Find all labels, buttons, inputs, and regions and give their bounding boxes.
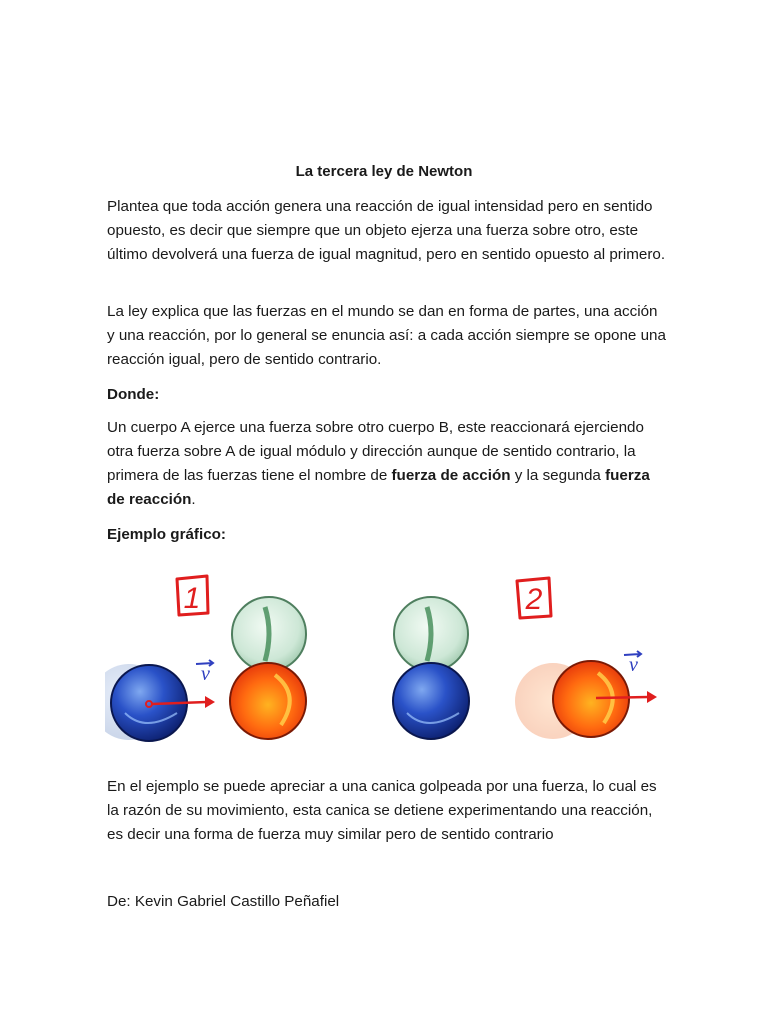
paragraph-bodies-text-1: Un cuerpo A ejerce una fuerza sobre otro cuerpo B, este reaccionará ejerciendo otra fuerza sobre A de igual módulo y dirección aunque de sentido contrario, la primera de las fuerzas tiene el nombre de bbox=[107, 419, 644, 484]
paragraph-bodies-text-3: . bbox=[191, 491, 196, 508]
label-2: 2 bbox=[525, 583, 543, 616]
velocity-label-1: v bbox=[201, 663, 210, 685]
label-1-box bbox=[177, 576, 208, 615]
document-title: La tercera ley de Newton bbox=[295, 163, 473, 180]
heading-donde: Donde: bbox=[107, 386, 160, 403]
paragraph-definition: Plantea que toda acción genera una reacción de igual intensidad pero en sentido opuesto, es decir que siempre que un objeto ejerza una fuerza sobre otro, este último devolverá una fuerza de igual magnitud, pero en sentido opuesto al primero. bbox=[107, 198, 666, 263]
paragraph-bodies-text-2: y la segunda bbox=[510, 467, 606, 484]
blue-marble-2 bbox=[393, 663, 469, 739]
term-action-force: fuerza de acción bbox=[391, 467, 511, 484]
paragraph-example: En el ejemplo se puede apreciar a una canica golpeada por una fuerza, lo cual es la razón de su movimiento, esta canica se detiene experimentando una reacción, es decir una forma de fuerza muy similar pero de sentido contrario bbox=[107, 778, 657, 843]
paragraph-explanation: La ley explica que las fuerzas en el mundo se dan en forma de partes, una acción y una reacción, por lo general se enuncia así: a cada acción siempre se opone una reacción igual, pero de sentido contrario. bbox=[107, 303, 666, 368]
label-1: 1 bbox=[183, 582, 201, 615]
label-2-box bbox=[517, 578, 551, 618]
force-arrow-2 bbox=[596, 697, 649, 698]
author-line: De: Kevin Gabriel Castillo Peñafiel bbox=[107, 893, 340, 910]
scene-2 bbox=[393, 578, 657, 739]
orange-marble bbox=[230, 663, 306, 739]
heading-ejemplo: Ejemplo gráfico: bbox=[107, 526, 226, 543]
orange-marble-2 bbox=[553, 661, 629, 737]
marbles-illustration bbox=[105, 563, 665, 753]
term-reaction-force: fuerza de reacción bbox=[107, 467, 650, 508]
velocity-label-2: v bbox=[629, 654, 638, 676]
scene-1 bbox=[105, 576, 306, 741]
paragraph-bodies bbox=[107, 416, 667, 512]
